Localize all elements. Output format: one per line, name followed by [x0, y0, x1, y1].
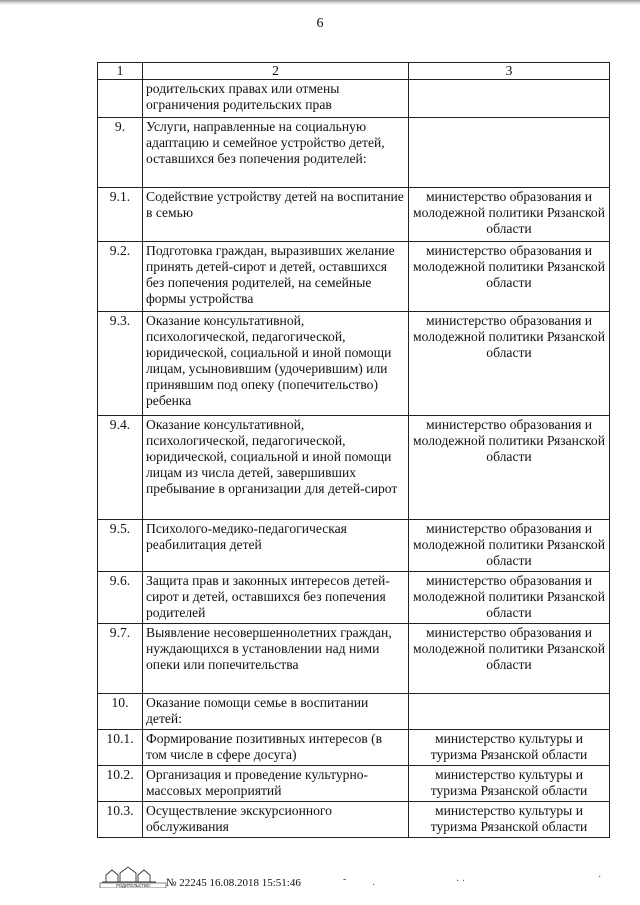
row-number [98, 80, 143, 118]
table-row [98, 416, 610, 520]
scan-speck: · · [456, 876, 466, 887]
table-row [98, 730, 610, 766]
row-description: Выявление несовершеннолетних граждан, нуждающихся в установлении над ними опеки или попечительства [143, 624, 409, 694]
table-header-row [98, 63, 610, 80]
row-responsible: министерство культуры и туризма Рязанской области [409, 730, 610, 766]
row-description: Содействие устройству детей на воспитание в семью [143, 188, 409, 242]
table-row [98, 80, 610, 118]
row-responsible: министерство образования и молодежной политики Рязанской области [409, 572, 610, 624]
column-header-3: 3 [409, 63, 610, 80]
row-responsible: министерство образования и молодежной политики Рязанской области [409, 312, 610, 416]
row-description: Осуществление экскурсионного обслуживания [143, 802, 409, 838]
row-description: Организация и проведение культурно-массовых мероприятий [143, 766, 409, 802]
row-number: 10.2. [98, 766, 143, 802]
scan-speck: · [372, 880, 376, 891]
row-responsible: министерство культуры и туризма Рязанской области [409, 802, 610, 838]
row-number: 10.1. [98, 730, 143, 766]
scan-speck: · [598, 872, 602, 883]
column-header-2: 2 [143, 63, 409, 80]
row-description: родительских правах или отмены ограничения родительских прав [143, 80, 409, 118]
svg-text:РОДИТЕЛЬСТВО: РОДИТЕЛЬСТВО [116, 883, 150, 888]
row-responsible: министерство образования и молодежной политики Рязанской области [409, 242, 610, 312]
row-number: 9.5. [98, 520, 143, 572]
row-number: 9.7. [98, 624, 143, 694]
row-number: 9. [98, 118, 143, 188]
page-footer [0, 862, 640, 902]
row-number: 9.2. [98, 242, 143, 312]
row-number: 9.4. [98, 416, 143, 520]
table-row [98, 118, 610, 188]
registration-stamp-logo [98, 864, 168, 888]
row-description: Оказание консультативной, психологической, педагогической, юридической, социальной и иной помощи лицам из числа детей, завершивших пребывание в организации для детей-сирот [143, 416, 409, 520]
document-registration-id: № 22245 16.08.2018 15:51:46 [166, 877, 301, 889]
table-row [98, 242, 610, 312]
row-responsible: министерство образования и молодежной политики Рязанской области [409, 624, 610, 694]
row-responsible [409, 694, 610, 730]
row-number: 9.6. [98, 572, 143, 624]
table-row [98, 312, 610, 416]
row-description: Оказание помощи семье в воспитании детей: [143, 694, 409, 730]
page-number: 6 [316, 16, 324, 31]
row-description: Формирование позитивных интересов (в том числе в сфере досуга) [143, 730, 409, 766]
row-responsible [409, 80, 610, 118]
row-number: 10.3. [98, 802, 143, 838]
table-row [98, 694, 610, 730]
table-row [98, 572, 610, 624]
scan-speck: - [343, 874, 347, 885]
table-row [98, 802, 610, 838]
services-table [97, 62, 610, 838]
row-description: Услуги, направленные на социальную адаптацию и семейное устройство детей, оставшихся без попечения родителей: [143, 118, 409, 188]
page-top-edge [0, 0, 640, 5]
table-row [98, 624, 610, 694]
column-header-1: 1 [98, 63, 143, 80]
row-number: 9.1. [98, 188, 143, 242]
row-number: 10. [98, 694, 143, 730]
row-responsible: министерство культуры и туризма Рязанской области [409, 766, 610, 802]
row-description: Защита прав и законных интересов детей-сирот и детей, оставшихся без попечения родителей [143, 572, 409, 624]
table-row [98, 766, 610, 802]
row-responsible: министерство образования и молодежной политики Рязанской области [409, 416, 610, 520]
row-number: 9.3. [98, 312, 143, 416]
row-responsible: министерство образования и молодежной политики Рязанской области [409, 188, 610, 242]
row-description: Психолого-медико-педагогическая реабилитация детей [143, 520, 409, 572]
row-description: Подготовка граждан, выразивших желание принять детей-сирот и детей, оставшихся без попечения родителей, на семейные формы устройства [143, 242, 409, 312]
row-responsible: министерство образования и молодежной политики Рязанской области [409, 520, 610, 572]
row-responsible [409, 118, 610, 188]
table-row [98, 520, 610, 572]
row-description: Оказание консультативной, психологической, педагогической, юридической, социальной и иной помощи лицам, усыновившим (удочерившим) или принявшим под опеку (попечительство) ребенка [143, 312, 409, 416]
table-row [98, 188, 610, 242]
